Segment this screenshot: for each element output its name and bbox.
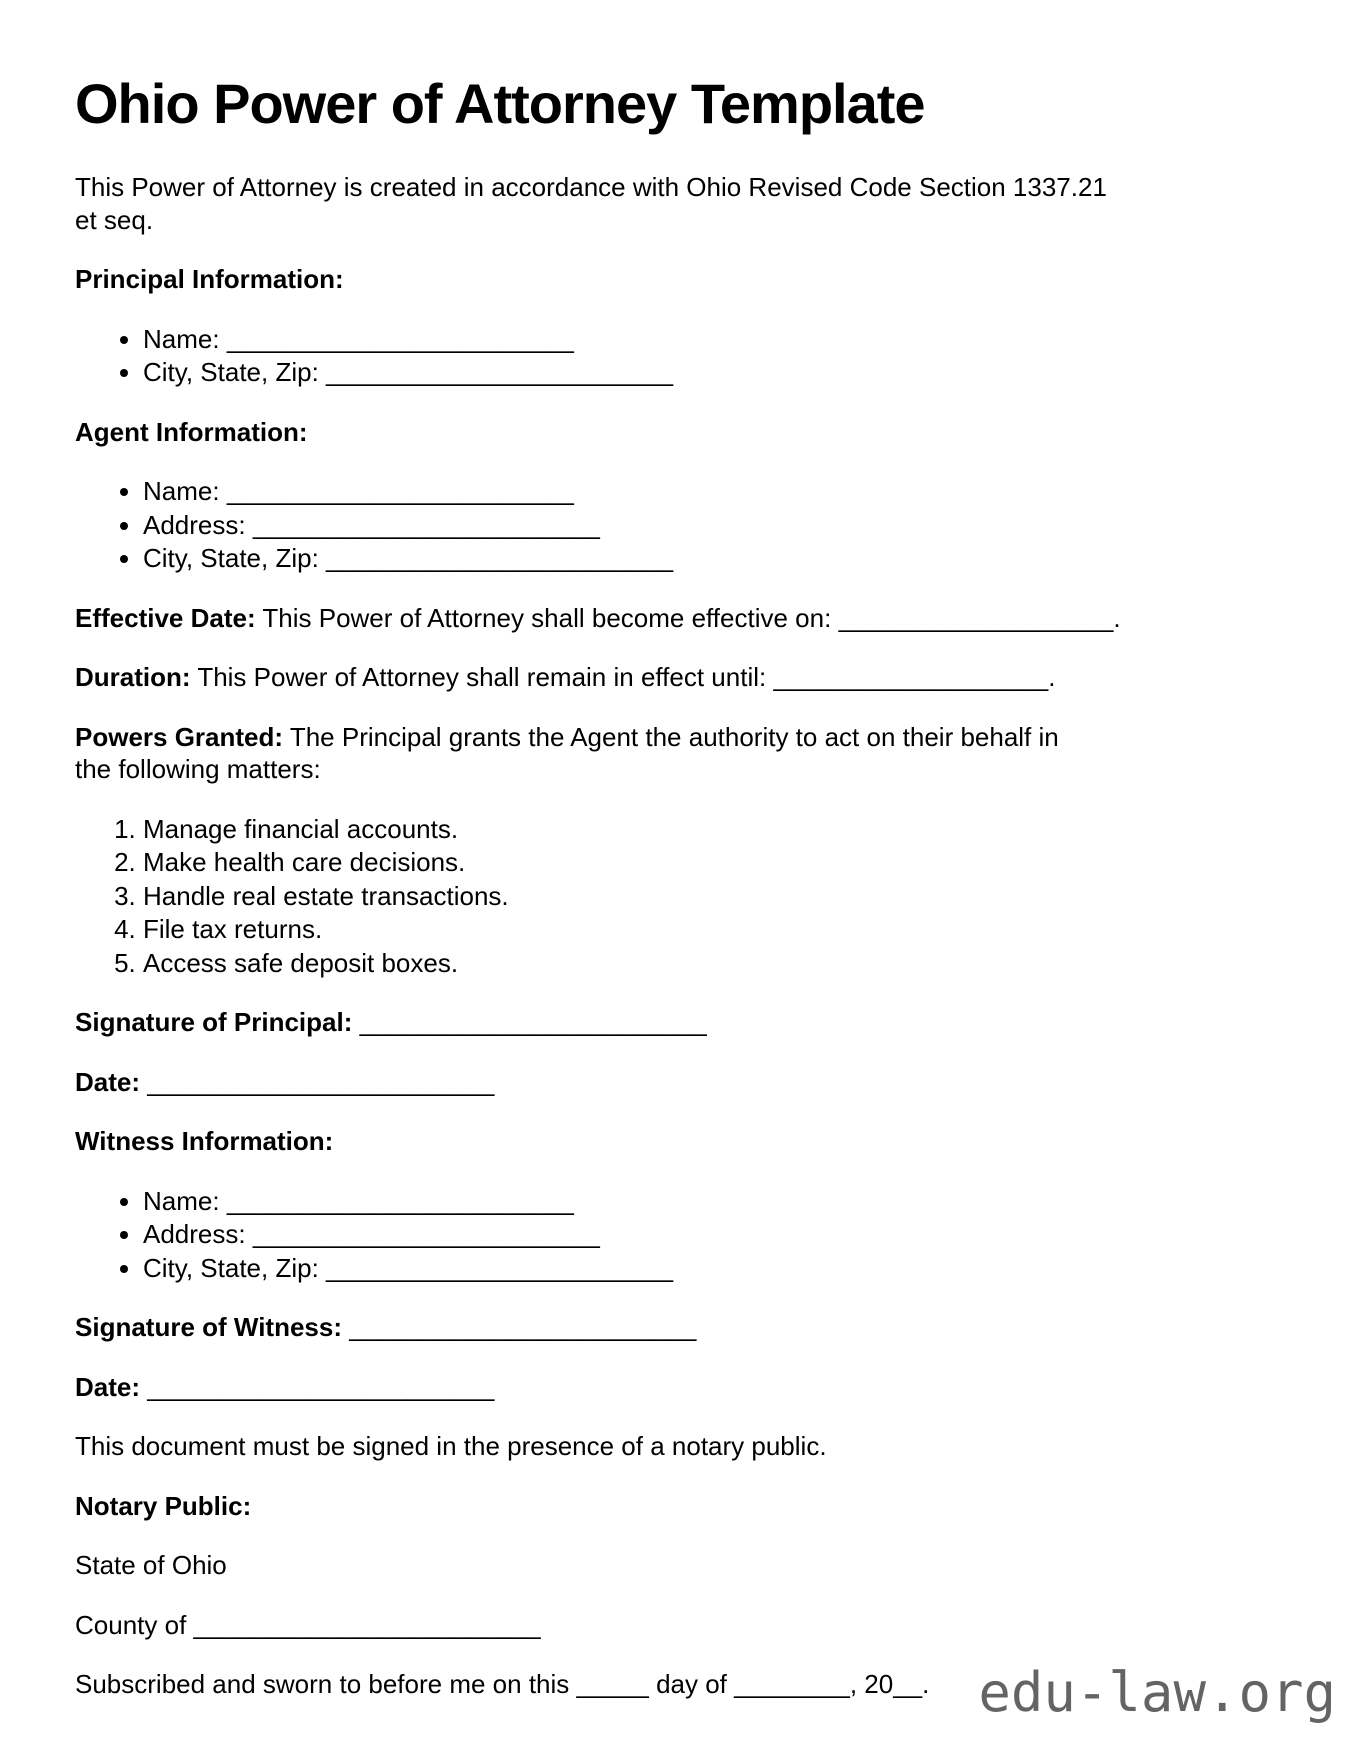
effective-date-label: Effective Date: [75, 602, 256, 633]
principal-date-line [75, 1066, 1287, 1099]
list-item-agent-address [143, 509, 1287, 542]
notary-state-line: State of Ohio [75, 1550, 227, 1581]
field-label: Name: [143, 1185, 220, 1216]
list-item-power-2: 2. Make health care decisions. [143, 846, 1287, 879]
line-period: . [1113, 602, 1121, 633]
county-blank: ________________________ [193, 1609, 541, 1640]
list-item-power-5: 5. Access safe deposit boxes. [143, 947, 1287, 980]
watermark: edu-law.org [978, 1661, 1336, 1724]
county-of-label: County of [75, 1609, 187, 1640]
notary-note: This document must be signed in the presence of a notary public. [75, 1431, 827, 1462]
intro-line-2: et seq. [75, 204, 154, 235]
notary-county-line [75, 1609, 1287, 1642]
signature-blank: ________________________ [359, 1007, 707, 1038]
effective-date-text: This Power of Attorney shall become effective on: [262, 602, 832, 633]
fill-in-blank: ________________________ [326, 357, 674, 388]
field-label: Name: [143, 323, 220, 354]
effective-date-line [75, 602, 1287, 635]
fill-in-blank: ________________________ [252, 509, 600, 540]
signature-of-principal-label: Signature of Principal: [75, 1007, 353, 1038]
powers-granted-label: Powers Granted: [75, 721, 284, 752]
principal-info-heading: Principal Information: [75, 264, 344, 295]
sworn-statement-line [75, 1668, 1287, 1701]
fill-in-blank: ________________________ [326, 543, 674, 574]
list-item-principal-name [143, 323, 1287, 356]
field-label: City, State, Zip: [143, 1252, 319, 1283]
list-item-witness-address [143, 1218, 1287, 1251]
field-label: Address: [143, 1219, 246, 1250]
agent-info-list [75, 475, 1287, 575]
list-item-principal-city-state-zip [143, 356, 1287, 389]
field-label: City, State, Zip: [143, 357, 319, 388]
sworn-text-1: Subscribed and sworn to before me on this [75, 1669, 570, 1700]
date-label: Date: [75, 1066, 141, 1097]
powers-granted-text-line-1: The Principal grants the Agent the authority to act on their behalf in [289, 721, 1059, 752]
fill-in-blank: ________________________ [252, 1219, 600, 1250]
line-period: . [922, 1669, 930, 1700]
witness-info-list [75, 1185, 1287, 1285]
signature-of-witness-label: Signature of Witness: [75, 1312, 343, 1343]
principal-info-list [75, 323, 1287, 389]
powers-granted-list [75, 813, 1287, 980]
sworn-text-3: , 20 [849, 1669, 894, 1700]
signature-blank: ________________________ [349, 1312, 697, 1343]
signature-of-principal-line [75, 1006, 1287, 1039]
fill-in-blank: ___________________ [838, 602, 1114, 633]
witness-info-heading: Witness Information: [75, 1126, 334, 1157]
date-label: Date: [75, 1371, 141, 1402]
fill-in-blank: ________________________ [226, 476, 574, 507]
duration-label: Duration: [75, 662, 191, 693]
list-item-power-3: 3. Handle real estate transactions. [143, 880, 1287, 913]
sworn-text-2: day of [656, 1669, 727, 1700]
fill-in-blank: ________________________ [226, 1185, 574, 1216]
notary-public-heading: Notary Public: [75, 1490, 252, 1521]
list-item-power-4: 4. File tax returns. [143, 913, 1287, 946]
powers-granted-text-line-2: the following matters: [75, 754, 321, 785]
duration-text: This Power of Attorney shall remain in effect until: [197, 662, 767, 693]
date-blank: ________________________ [147, 1371, 495, 1402]
year-blank: __ [893, 1669, 923, 1700]
page-title: Ohio Power of Attorney Template [75, 72, 925, 135]
list-item-witness-city-state-zip [143, 1252, 1287, 1285]
list-item-power-1: 1. Manage financial accounts. [143, 813, 1287, 846]
fill-in-blank: ________________________ [226, 323, 574, 354]
fill-in-blank: ___________________ [773, 662, 1049, 693]
month-blank: ________ [734, 1669, 850, 1700]
list-item-agent-name [143, 475, 1287, 508]
field-label: Address: [143, 509, 246, 540]
date-blank: ________________________ [147, 1066, 495, 1097]
day-number-blank: _____ [576, 1669, 649, 1700]
list-item-witness-name [143, 1185, 1287, 1218]
line-period: . [1048, 662, 1056, 693]
intro-paragraph [75, 171, 1287, 236]
duration-line [75, 661, 1287, 694]
intro-line-1: This Power of Attorney is created in accordance with Ohio Revised Code Section 1337.21 [75, 172, 1107, 203]
powers-granted-paragraph [75, 721, 1287, 786]
fill-in-blank: ________________________ [326, 1252, 674, 1283]
agent-info-heading: Agent Information: [75, 416, 308, 447]
witness-date-line [75, 1371, 1287, 1404]
field-label: Name: [143, 476, 220, 507]
field-label: City, State, Zip: [143, 543, 319, 574]
list-item-agent-city-state-zip [143, 542, 1287, 575]
signature-of-witness-line [75, 1311, 1287, 1344]
